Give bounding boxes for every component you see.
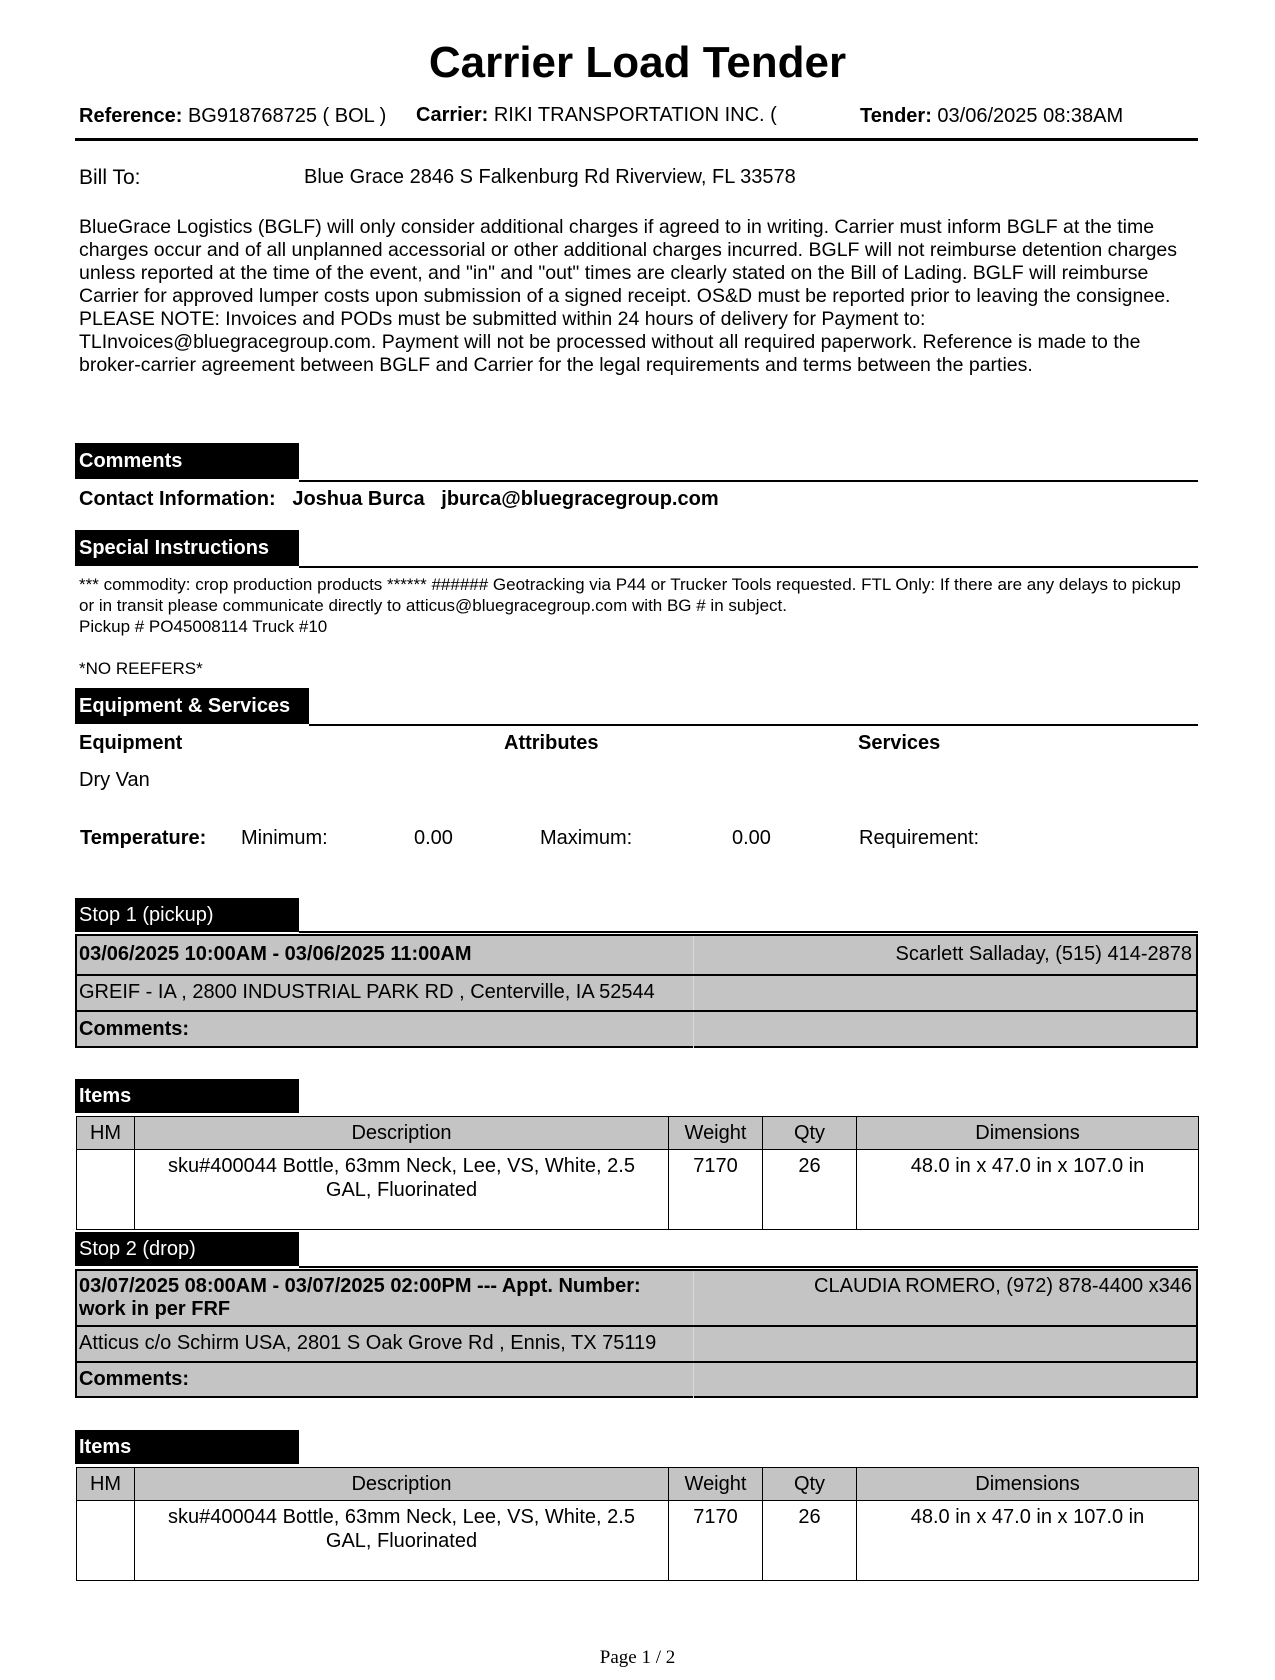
item-dimensions: 48.0 in x 47.0 in x 107.0 in xyxy=(857,1501,1199,1581)
carrier-label: Carrier: xyxy=(416,104,489,126)
special-instructions-line: *** commodity: crop production products ****** ###### Geotracking via P44 or Trucker Tools requested. FTL Only: If there are any delays to pickup or in transit please communicate directly to atticus@bluegracegroup.com with BG # in subject. xyxy=(79,575,1181,615)
contact-label: Contact Information: xyxy=(79,488,276,510)
column-header-weight: Weight xyxy=(669,1468,763,1501)
stop-2-details xyxy=(75,1269,1198,1398)
requirement-label: Requirement: xyxy=(859,827,980,849)
page-number: Page 1 / 2 xyxy=(599,1647,676,1668)
stop-1-comments-label: Comments: xyxy=(79,1018,190,1040)
table-row xyxy=(77,1150,1199,1230)
special-instructions-line: Pickup # PO45008114 Truck #10 xyxy=(79,617,328,636)
column-header-qty: Qty xyxy=(763,1117,857,1150)
item-weight: 7170 xyxy=(669,1501,763,1581)
item-description: sku#400044 Bottle, 63mm Neck, Lee, VS, White, 2.5 GAL, Fluorinated xyxy=(135,1501,669,1581)
stop-1-header: Stop 1 (pickup) xyxy=(75,898,299,932)
item-qty: 26 xyxy=(763,1501,857,1581)
minimum-label: Minimum: xyxy=(241,827,328,849)
items-2-header: Items xyxy=(75,1430,299,1464)
stop-1-contact: Scarlett Salladay, (515) 414-2878 xyxy=(895,943,1192,965)
reference-label: Reference: xyxy=(79,105,183,127)
column-header-description: Description xyxy=(135,1468,669,1501)
carrier-value: RIKI TRANSPORTATION INC. ( xyxy=(493,104,777,126)
items-2-table xyxy=(76,1467,1199,1581)
items-2-header-row xyxy=(77,1468,1199,1501)
equipment-value: Dry Van xyxy=(79,769,150,791)
column-header-hm: HM xyxy=(77,1117,135,1150)
stop-2-window: 03/07/2025 08:00AM - 03/07/2025 02:00PM --- Appt. Number: work in per FRF xyxy=(79,1275,641,1320)
reference-field xyxy=(79,105,386,128)
column-header-weight: Weight xyxy=(669,1117,763,1150)
stop-2-header: Stop 2 (drop) xyxy=(75,1232,299,1266)
stop-2-comments-row xyxy=(77,1361,1196,1398)
contact-name: Joshua Burca xyxy=(292,488,425,510)
item-hm xyxy=(77,1501,135,1581)
stop-1-comments-row xyxy=(77,1010,1196,1048)
terms-paragraph: BlueGrace Logistics (BGLF) will only consider additional charges if agreed to in writing. Carrier must inform BGLF at the time charges occur and of all unplanned accessorial or other additional charges incurred. BGLF will not reimburse detention charges unless reported at the time of the event, and "in" and "out" times are clearly stated on the Bill of Lading. BGLF will reimburse Carrier for approved lumper costs upon submission of a signed receipt. OS&D must be reported prior to leaving the consignee. PLEASE NOTE: Invoices and PODs must be submitted within 24 hours of delivery for Payment to: TLInvoices@bluegracegroup.com. Payment will not be processed without all required paperwork. Reference is made to the broker-carrier agreement between BGLF and Carrier for the legal requirements and terms between the parties. xyxy=(79,216,1178,376)
stop-1-window: 03/06/2025 10:00AM - 03/06/2025 11:00AM xyxy=(79,943,472,965)
tender-field xyxy=(860,105,1123,128)
maximum-label: Maximum: xyxy=(540,827,633,849)
stop-2-window-row xyxy=(77,1271,1196,1325)
stop-2-contact: CLAUDIA ROMERO, (972) 878-4400 x346 xyxy=(814,1275,1192,1297)
comments-section-rule xyxy=(299,480,1198,482)
items-1-table xyxy=(76,1116,1199,1230)
column-header-dimensions: Dimensions xyxy=(857,1468,1199,1501)
contact-email[interactable]: jburca@bluegracegroup.com xyxy=(441,488,719,510)
items-1-header-row xyxy=(77,1117,1199,1150)
stop-2-rule xyxy=(299,1266,1198,1268)
item-weight: 7170 xyxy=(669,1150,763,1230)
column-header-dimensions: Dimensions xyxy=(857,1117,1199,1150)
maximum-value: 0.00 xyxy=(732,827,771,849)
bill-to-value: Blue Grace 2846 S Falkenburg Rd Riverview, FL 33578 xyxy=(304,166,796,188)
services-column-label: Services xyxy=(858,732,941,754)
carrier-field xyxy=(416,104,806,138)
column-header-qty: Qty xyxy=(763,1468,857,1501)
stop-1-address: GREIF - IA , 2800 INDUSTRIAL PARK RD , Centerville, IA 52544 xyxy=(79,981,655,1003)
table-row xyxy=(77,1501,1199,1581)
tender-value: 03/06/2025 08:38AM xyxy=(937,105,1124,127)
item-dimensions: 48.0 in x 47.0 in x 107.0 in xyxy=(857,1150,1199,1230)
temperature-label: Temperature: xyxy=(80,827,207,849)
stop-2-address: Atticus c/o Schirm USA, 2801 S Oak Grove Rd , Ennis, TX 75119 xyxy=(79,1332,657,1354)
stop-2-comments-label: Comments: xyxy=(79,1368,190,1390)
bill-to-label: Bill To: xyxy=(79,166,141,189)
equipment-services-rule xyxy=(309,724,1198,726)
column-header-description: Description xyxy=(135,1117,669,1150)
stop-1-window-row xyxy=(77,936,1196,974)
equipment-column-label: Equipment xyxy=(79,732,183,754)
items-1-header: Items xyxy=(75,1079,299,1113)
column-header-hm: HM xyxy=(77,1468,135,1501)
document-title: Carrier Load Tender xyxy=(428,38,847,87)
reference-value: BG918768725 ( BOL ) xyxy=(187,105,387,127)
stop-1-rule xyxy=(299,931,1198,933)
stop-1-address-row xyxy=(77,974,1196,1012)
header-divider xyxy=(75,138,1198,141)
stop-1-details xyxy=(75,934,1198,1048)
stop-2-address-row xyxy=(77,1325,1196,1363)
item-hm xyxy=(77,1150,135,1230)
equipment-services-header: Equipment & Services xyxy=(75,688,309,724)
tender-label: Tender: xyxy=(860,105,932,127)
item-qty: 26 xyxy=(763,1150,857,1230)
special-instructions-header: Special Instructions xyxy=(75,530,299,566)
attributes-column-label: Attributes xyxy=(504,732,599,754)
item-description: sku#400044 Bottle, 63mm Neck, Lee, VS, White, 2.5 GAL, Fluorinated xyxy=(135,1150,669,1230)
special-instructions-line: *NO REEFERS* xyxy=(79,659,203,678)
special-instructions-rule xyxy=(299,566,1198,568)
contact-information xyxy=(79,488,719,511)
special-instructions-text xyxy=(79,574,1199,679)
comments-section-header: Comments xyxy=(75,443,299,479)
minimum-value: 0.00 xyxy=(414,827,453,849)
